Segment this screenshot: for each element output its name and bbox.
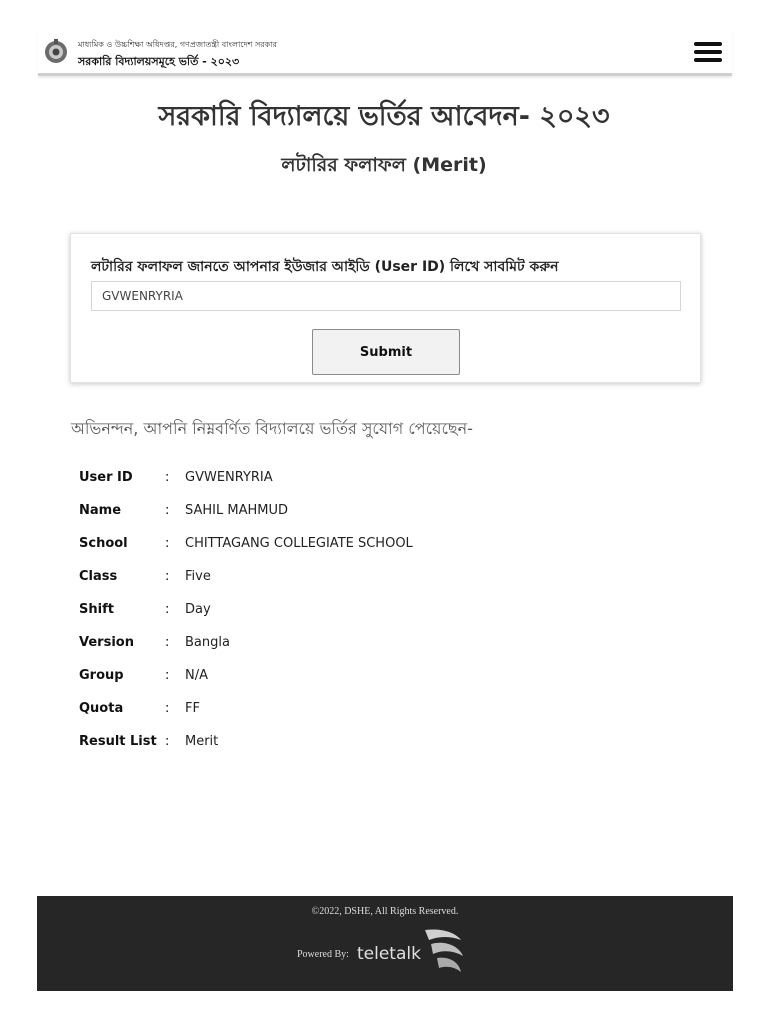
congratulations-message: অভিনন্দন, আপনি নিম্নবর্ণিত বিদ্যালয়ে ভর্তির সুযোগ পেয়েছেন- bbox=[71, 419, 473, 438]
detail-label: School bbox=[79, 536, 128, 551]
result-details bbox=[79, 468, 679, 765]
detail-value: CHITTAGANG COLLEGIATE SCHOOL bbox=[185, 536, 413, 551]
site-header bbox=[38, 30, 732, 76]
detail-separator: : bbox=[165, 635, 170, 650]
result-search-form bbox=[70, 233, 701, 383]
detail-label: Group bbox=[79, 668, 124, 683]
detail-value: Day bbox=[185, 602, 211, 617]
detail-separator: : bbox=[165, 536, 170, 551]
detail-value: Five bbox=[185, 569, 211, 584]
detail-separator: : bbox=[165, 602, 170, 617]
detail-separator: : bbox=[165, 569, 170, 584]
detail-label: Quota bbox=[79, 701, 124, 716]
powered-by-label: Powered By: bbox=[297, 949, 349, 960]
detail-value: Merit bbox=[185, 734, 219, 749]
page-subtitle: লটারির ফলাফল (Merit) bbox=[281, 154, 487, 176]
detail-value: FF bbox=[185, 701, 200, 716]
detail-label: Result List bbox=[79, 734, 157, 749]
detail-separator: : bbox=[165, 734, 170, 749]
detail-row-version bbox=[79, 633, 679, 666]
copyright-text: ©2022, DSHE, All Rights Reserved. bbox=[311, 906, 459, 917]
detail-separator: : bbox=[165, 470, 170, 485]
detail-value: Bangla bbox=[185, 635, 230, 650]
hamburger-menu-icon[interactable] bbox=[694, 42, 722, 64]
detail-separator: : bbox=[165, 668, 170, 683]
detail-row-user-id bbox=[79, 468, 679, 501]
detail-label: Shift bbox=[79, 602, 114, 617]
detail-label: Class bbox=[79, 569, 118, 584]
submit-button[interactable]: Submit bbox=[312, 329, 460, 375]
detail-separator: : bbox=[165, 701, 170, 716]
site-footer bbox=[37, 896, 733, 991]
detail-row-shift bbox=[79, 600, 679, 633]
portal-title[interactable]: সরকারি বিদ্যালয়সমূহে ভর্তি - ২০২৩ bbox=[78, 55, 240, 68]
detail-row-school bbox=[79, 534, 679, 567]
detail-row-quota bbox=[79, 699, 679, 732]
user-id-input[interactable] bbox=[91, 281, 681, 311]
page-title: সরকারি বিদ্যালয়ে ভর্তির আবেদন- ২০২৩ bbox=[158, 101, 610, 132]
detail-label: User ID bbox=[79, 470, 133, 485]
government-emblem-icon[interactable] bbox=[43, 38, 69, 64]
detail-separator: : bbox=[165, 503, 170, 518]
teletalk-logo-icon[interactable] bbox=[421, 926, 467, 976]
detail-row-class bbox=[79, 567, 679, 600]
detail-row-result-list bbox=[79, 732, 679, 765]
detail-label: Name bbox=[79, 503, 122, 518]
detail-value: SAHIL MAHMUD bbox=[185, 503, 288, 518]
department-name: মাধ্যমিক ও উচ্চশিক্ষা অধিদপ্তর, গণপ্রজাতন্ত্রী বাংলাদেশ সরকার bbox=[78, 40, 277, 49]
detail-label: Version bbox=[79, 635, 134, 650]
detail-value: N/A bbox=[185, 668, 208, 683]
teletalk-brand-link[interactable]: teletalk bbox=[357, 944, 421, 964]
detail-row-name bbox=[79, 501, 679, 534]
detail-value: GVWENRYRIA bbox=[185, 470, 273, 485]
user-id-label: লটারির ফলাফল জানতে আপনার ইউজার আইডি (User ID) লিখে সাবমিট করুন bbox=[91, 259, 559, 275]
detail-row-group bbox=[79, 666, 679, 699]
